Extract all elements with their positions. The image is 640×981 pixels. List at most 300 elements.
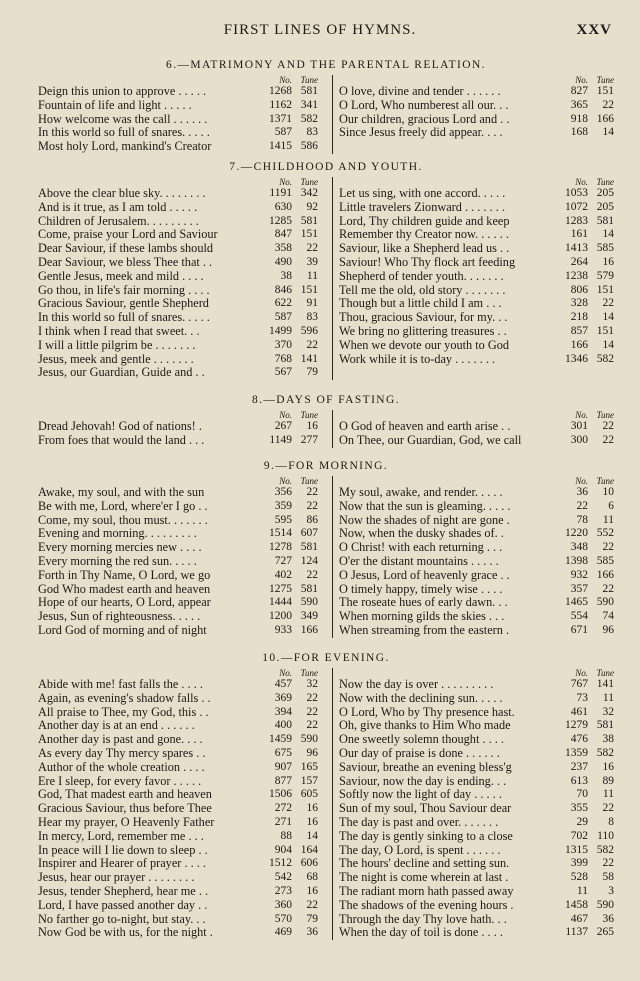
hymn-number: 355	[570, 802, 588, 815]
tune-number: 92	[306, 200, 318, 213]
right-column	[332, 410, 614, 448]
hymn-entry	[38, 624, 318, 638]
hymn-number: 359	[274, 499, 292, 512]
hymn-number: 22	[576, 499, 588, 512]
column-header	[339, 177, 614, 187]
hymn-first-line: Oh, give thanks to Him Who made	[339, 719, 511, 733]
column-header	[38, 476, 318, 486]
hymn-first-line: Through the day Thy love hath. . .	[339, 912, 507, 926]
tune-number: 38	[602, 733, 614, 746]
tune-number: 581	[300, 582, 318, 595]
hymn-entry	[339, 692, 614, 706]
hymn-entry	[339, 113, 614, 127]
hymn-number: 1268	[269, 85, 292, 97]
hymn-entry	[38, 678, 318, 692]
hymn-entry	[339, 596, 614, 610]
hymn-first-line: The day, O Lord, is spent . . . . . .	[339, 843, 501, 857]
hymn-number: 237	[570, 760, 588, 773]
hymn-first-line: O God of heaven and earth arise . .	[339, 420, 511, 433]
hymn-number: 567	[274, 366, 292, 379]
tune-number: 14	[306, 829, 318, 842]
hymn-number: 846	[274, 283, 292, 296]
hymn-first-line: Above the clear blue sky. . . . . . . .	[38, 187, 206, 200]
hymn-first-line: Dear Saviour, we bless Thee that . .	[38, 255, 213, 269]
hymn-first-line: When streaming from the eastern .	[339, 623, 510, 637]
hymn-first-line: Now that the sun is gleaming. . . . .	[339, 499, 511, 513]
hymn-entry	[339, 228, 614, 242]
hymn-entry	[339, 610, 614, 624]
hymn-first-line: My soul, awake, and render. . . . .	[339, 486, 503, 499]
hymn-entry	[339, 761, 614, 775]
left-column	[38, 476, 318, 638]
tune-number: 22	[306, 499, 318, 512]
hymn-first-line: Work while it is to-day . . . . . . .	[339, 352, 496, 366]
hymn-entry	[38, 555, 318, 569]
hymn-number: 1506	[269, 788, 292, 801]
tune-number: 164	[300, 843, 318, 856]
hymn-number: 469	[274, 926, 292, 939]
tune-number: 6	[608, 499, 614, 512]
hymn-first-line: Now, when the dusky shades of. .	[339, 527, 504, 541]
hymn-first-line: One sweetly solemn thought . . . .	[339, 733, 504, 747]
hymn-number: 365	[570, 98, 588, 111]
hymn-first-line: Again, as evening's shadow falls . .	[38, 691, 211, 705]
hymn-entry	[339, 541, 614, 555]
tune-number: 166	[300, 623, 318, 636]
hymn-entry	[38, 706, 318, 720]
section-title: 9.—FOR MORNING.	[263, 460, 389, 472]
hymn-entry	[339, 802, 614, 816]
hymn-number: 88	[280, 829, 292, 842]
tune-number: 166	[596, 568, 614, 581]
hymn-first-line: Jesus, Sun of righteousness. . . . .	[38, 610, 201, 624]
hymn-first-line: Come, praise your Lord and Saviour	[38, 228, 218, 242]
hymn-first-line: Hear my prayer, O Heavenly Father	[38, 815, 215, 829]
hymn-number: 847	[274, 228, 292, 241]
tune-number: 581	[300, 541, 318, 554]
hymn-number: 161	[570, 228, 588, 241]
tune-number: 581	[596, 214, 614, 227]
hymn-first-line: Our day of praise is done . . . . . .	[339, 746, 500, 760]
hymn-entry	[339, 270, 614, 284]
tune-number: 36	[602, 912, 614, 925]
hymn-entry	[38, 596, 318, 610]
tune-number: 22	[306, 338, 318, 351]
no-label: No.	[575, 410, 588, 420]
hymn-number: 218	[570, 311, 588, 324]
hymn-entry	[339, 126, 614, 140]
section-9	[38, 456, 614, 638]
hymn-first-line: Go thou, in life's fair morning . . . .	[38, 283, 210, 297]
hymn-entry	[38, 857, 318, 871]
hymn-number: 78	[576, 513, 588, 526]
hymn-entry	[339, 187, 614, 201]
hymn-first-line: Author of the whole creation . . . .	[38, 760, 205, 774]
tune-number: 22	[306, 719, 318, 732]
tune-number: 590	[300, 733, 318, 746]
tune-number: 110	[597, 829, 614, 842]
tune-label: Tune	[596, 476, 614, 486]
hymn-entry	[38, 242, 318, 256]
hymn-first-line: When morning gilds the skies . . .	[339, 610, 505, 624]
hymn-entry	[339, 719, 614, 733]
tune-number: 166	[596, 112, 614, 125]
right-column	[332, 75, 614, 154]
tune-number: 582	[300, 112, 318, 125]
hymn-entry	[339, 733, 614, 747]
hymn-number: 1285	[269, 214, 292, 227]
tune-number: 581	[596, 719, 614, 732]
hymn-first-line: Now the shades of night are gone .	[339, 513, 510, 527]
hymn-entry	[38, 899, 318, 913]
hymn-first-line: Inspirer and Hearer of prayer . . . .	[38, 857, 206, 871]
tune-label: Tune	[300, 476, 318, 486]
hymn-entry	[38, 366, 318, 380]
hymn-number: 168	[570, 126, 588, 139]
hymn-first-line: Jesus, hear our prayer . . . . . . . .	[38, 871, 195, 885]
hymn-entry	[38, 913, 318, 927]
tune-number: 16	[602, 255, 614, 268]
hymn-entry	[38, 187, 318, 201]
hymn-number: 348	[570, 541, 588, 554]
hymn-number: 70	[576, 788, 588, 801]
hymn-number: 1458	[565, 898, 588, 911]
hymn-number: 918	[570, 112, 588, 125]
column-header	[339, 75, 614, 85]
hymn-first-line: Lord God of morning and of night	[38, 623, 207, 637]
tune-number: 16	[306, 884, 318, 897]
column-header	[38, 668, 318, 678]
hymn-number: 1072	[565, 200, 588, 213]
tune-number: 579	[596, 269, 614, 282]
hymn-number: 400	[274, 719, 292, 732]
hymn-number: 1459	[269, 733, 292, 746]
tune-number: 590	[596, 596, 614, 609]
tune-number: 91	[306, 297, 318, 310]
column-header	[339, 410, 614, 420]
hymn-entry	[339, 885, 614, 899]
hymn-number: 300	[570, 433, 588, 446]
hymn-entry	[339, 569, 614, 583]
tune-number: 79	[306, 366, 318, 379]
tune-number: 83	[306, 311, 318, 324]
hymn-entry	[38, 747, 318, 761]
left-column	[38, 410, 318, 448]
hymn-first-line: Softly now the light of day . . . . .	[339, 788, 502, 802]
hymn-number: 267	[274, 420, 292, 432]
hymn-first-line: The night is come wherein at last .	[339, 871, 509, 885]
tune-number: 83	[306, 126, 318, 139]
hymn-entry	[339, 583, 614, 597]
hymn-first-line: Shepherd of tender youth. . . . . . .	[339, 269, 504, 283]
hymn-first-line: Gracious Saviour, thus before Thee	[38, 802, 212, 816]
hymn-first-line: No farther go to-night, but stay. . .	[38, 912, 206, 926]
tune-number: 22	[306, 898, 318, 911]
hymn-entry	[339, 775, 614, 789]
tune-number: 151	[596, 324, 614, 337]
hymn-entry	[38, 85, 318, 99]
hymn-entry	[339, 325, 614, 339]
hymn-number: 370	[274, 338, 292, 351]
hymn-number: 857	[570, 324, 588, 337]
tune-number: 552	[596, 527, 614, 540]
hymn-entry	[339, 297, 614, 311]
hymn-entry	[339, 830, 614, 844]
hymn-entry	[38, 311, 318, 325]
tune-number: 74	[602, 610, 614, 623]
hymn-entry	[339, 624, 614, 638]
tune-number: 151	[596, 85, 614, 97]
tune-number: 585	[596, 242, 614, 255]
hymn-number: 1444	[269, 596, 292, 609]
tune-number: 22	[602, 433, 614, 446]
hymn-entry	[38, 775, 318, 789]
hymn-entry	[339, 871, 614, 885]
hymn-first-line: Ere I sleep, for every favor . . . . .	[38, 774, 202, 788]
hymn-first-line: Let us sing, with one accord. . . . .	[339, 187, 506, 200]
hymn-entry	[339, 788, 614, 802]
tune-number: 582	[596, 746, 614, 759]
hymn-entry	[339, 85, 614, 99]
right-column	[332, 668, 614, 940]
hymn-number: 595	[274, 513, 292, 526]
hymn-first-line: The roseate hues of early dawn. . .	[339, 596, 508, 610]
hymn-number: 1162	[269, 98, 292, 111]
hymn-entry	[339, 215, 614, 229]
section-title: 10.—FOR EVENING.	[262, 652, 390, 664]
hymn-first-line: I will a little pilgrim be . . . . . . .	[38, 338, 196, 352]
section-7	[38, 157, 614, 380]
hymn-number: 554	[570, 610, 588, 623]
tune-number: 14	[602, 311, 614, 324]
hymn-entry	[339, 99, 614, 113]
tune-label: Tune	[300, 668, 318, 678]
tune-number: 3	[608, 884, 614, 897]
hymn-entry	[339, 353, 614, 367]
hymn-entry	[38, 140, 318, 154]
hymn-entry	[38, 434, 318, 448]
hymn-entry	[38, 761, 318, 775]
tune-number: 22	[306, 691, 318, 704]
section-title: 8.—DAYS OF FASTING.	[251, 394, 400, 406]
hymn-first-line: Deign this union to approve . . . . .	[38, 85, 207, 98]
tune-number: 11	[306, 269, 318, 282]
hymn-number: 932	[570, 568, 588, 581]
hymn-number: 904	[274, 843, 292, 856]
hymn-entry	[38, 514, 318, 528]
tune-number: 89	[602, 774, 614, 787]
section-columns	[38, 668, 614, 940]
hymn-entry	[339, 857, 614, 871]
no-label: No.	[575, 476, 588, 486]
hymn-number: 806	[570, 283, 588, 296]
tune-number: 16	[306, 802, 318, 815]
tune-number: 14	[602, 126, 614, 139]
hymn-entry	[339, 256, 614, 270]
hymn-first-line: Now the day is over . . . . . . . . .	[339, 678, 494, 691]
hymn-number: 528	[570, 871, 588, 884]
tune-number: 10	[602, 486, 614, 498]
tune-number: 11	[602, 788, 614, 801]
tune-number: 16	[306, 420, 318, 432]
tune-number: 582	[596, 352, 614, 365]
tune-number: 349	[300, 610, 318, 623]
tune-number: 596	[300, 324, 318, 337]
hymn-first-line: In peace will I lie down to sleep . .	[38, 843, 208, 857]
hymn-number: 357	[570, 582, 588, 595]
hymn-number: 1191	[269, 187, 292, 199]
hymn-first-line: On Thee, our Guardian, God, we call	[339, 433, 522, 447]
hymn-number: 301	[570, 420, 588, 432]
hymn-entry	[339, 913, 614, 927]
hymn-number: 73	[576, 691, 588, 704]
hymn-entry	[339, 500, 614, 514]
hymn-first-line: Little travelers Zionward . . . . . . .	[339, 200, 505, 214]
hymn-first-line: O Christ! with each returning . . .	[339, 541, 503, 555]
tune-number: 585	[596, 554, 614, 567]
tune-number: 265	[596, 926, 614, 939]
hymn-first-line: Remember thy Creator now. . . . . .	[339, 228, 509, 242]
hymn-first-line: Now God be with us, for the night .	[38, 926, 213, 940]
tune-number: 22	[306, 568, 318, 581]
tune-number: 590	[596, 898, 614, 911]
hymn-first-line: Though but a little child I am . . .	[339, 297, 502, 311]
hymn-entry	[38, 325, 318, 339]
hymn-first-line: God Who madest earth and heaven	[38, 582, 211, 596]
hymn-entry	[38, 353, 318, 367]
hymn-entry	[38, 420, 318, 434]
tune-number: 605	[300, 788, 318, 801]
hymn-entry	[38, 339, 318, 353]
hymn-first-line: Fountain of life and light . . . . .	[38, 98, 192, 112]
hymn-number: 38	[280, 269, 292, 282]
hymn-entry	[38, 926, 318, 940]
hymn-number: 1053	[565, 187, 588, 199]
hymn-entry	[339, 816, 614, 830]
hymn-first-line: The day is past and over. . . . . . .	[339, 815, 499, 829]
hymn-first-line: Children of Jerusalem. . . . . . . . .	[38, 214, 199, 228]
hymn-number: 273	[274, 884, 292, 897]
hymn-entry	[339, 747, 614, 761]
hymn-entry	[38, 201, 318, 215]
hymn-entry	[38, 228, 318, 242]
hymn-number: 1398	[565, 554, 588, 567]
tune-number: 8	[608, 815, 614, 828]
tune-label: Tune	[300, 410, 318, 420]
hymn-first-line: Abide with me! fast falls the . . . .	[38, 678, 203, 691]
tune-label: Tune	[596, 668, 614, 678]
hymn-number: 1149	[269, 433, 292, 446]
hymn-entry	[38, 610, 318, 624]
hymn-number: 1346	[565, 352, 588, 365]
tune-number: 22	[602, 420, 614, 432]
hymn-first-line: Lord, Thy children guide and keep	[339, 214, 510, 228]
column-header	[38, 75, 318, 85]
tune-number: 205	[596, 187, 614, 199]
tune-number: 96	[602, 623, 614, 636]
hymn-number: 1512	[269, 857, 292, 870]
hymn-first-line: Every morning mercies new . . . .	[38, 541, 202, 555]
hymn-number: 457	[274, 678, 292, 690]
hymn-first-line: Come, my soul, thou must. . . . . . .	[38, 513, 208, 527]
section-columns	[38, 476, 614, 638]
hymn-first-line: All praise to Thee, my God, this . .	[38, 705, 209, 719]
hymn-entry	[38, 284, 318, 298]
tune-number: 141	[596, 678, 614, 690]
hymn-entry	[339, 201, 614, 215]
no-label: No.	[279, 668, 292, 678]
tune-number: 22	[602, 297, 614, 310]
hymn-first-line: Sun of my soul, Thou Saviour dear	[339, 802, 512, 816]
hymn-first-line: Every morning the red sun. . . . .	[38, 554, 197, 568]
hymn-entry	[38, 802, 318, 816]
hymn-first-line: Saviour, now the day is ending. . .	[339, 774, 507, 788]
hymn-first-line: O Lord, Who numberest all our. . .	[339, 98, 509, 112]
hymn-first-line: Lord, I have passed another day . .	[38, 898, 208, 912]
hymn-first-line: Saviour, like a Shepherd lead us . .	[339, 242, 510, 256]
hymn-number: 933	[274, 623, 292, 636]
hymn-first-line: Gentle Jesus, meek and mild . . . .	[38, 269, 204, 283]
hymn-entry	[38, 486, 318, 500]
hymn-first-line: Saviour, breathe an evening bless'g	[339, 760, 512, 774]
tune-number: 151	[596, 283, 614, 296]
section-columns	[38, 410, 614, 448]
no-label: No.	[279, 75, 292, 85]
hymn-first-line: Another day is past and gone. . . .	[38, 733, 203, 747]
hymn-entry	[339, 555, 614, 569]
hymn-entry	[339, 420, 614, 434]
hymn-entry	[339, 486, 614, 500]
hymn-entry	[38, 885, 318, 899]
no-label: No.	[279, 476, 292, 486]
hymn-number: 369	[274, 691, 292, 704]
tune-number: 151	[300, 283, 318, 296]
hymn-number: 767	[570, 678, 588, 690]
tune-number: 22	[602, 582, 614, 595]
hymn-number: 1514	[269, 527, 292, 540]
hymn-entry	[38, 569, 318, 583]
hymn-first-line: Dear Saviour, if these lambs should	[38, 242, 214, 256]
section-10	[38, 648, 614, 940]
hymn-first-line: In mercy, Lord, remember me . . .	[38, 829, 204, 843]
hymn-entry	[38, 692, 318, 706]
hymn-entry	[339, 527, 614, 541]
hymn-entry	[38, 99, 318, 113]
hymn-number: 1359	[565, 746, 588, 759]
hymn-first-line: We bring no glittering treasures . .	[339, 324, 507, 338]
hymn-first-line: The day is gently sinking to a close	[339, 829, 513, 843]
tune-number: 582	[596, 843, 614, 856]
tune-number: 141	[300, 352, 318, 365]
page-title: FIRST LINES OF HYMNS.	[223, 22, 417, 38]
hymn-entry	[339, 678, 614, 692]
hymn-number: 1275	[269, 582, 292, 595]
hymn-number: 587	[274, 126, 292, 139]
tune-number: 607	[300, 527, 318, 540]
tune-number: 586	[300, 140, 318, 153]
tune-label: Tune	[596, 410, 614, 420]
section-columns	[38, 177, 614, 380]
hymn-number: 671	[570, 623, 588, 636]
hymn-number: 542	[274, 871, 292, 884]
tune-label: Tune	[300, 177, 318, 187]
hymn-first-line: Hope of our hearts, O Lord, appear	[38, 596, 211, 610]
section-title: 7.—CHILDHOOD AND YOUTH.	[229, 161, 423, 173]
tune-number: 22	[306, 242, 318, 255]
right-column	[332, 476, 614, 638]
hymn-number: 271	[274, 815, 292, 828]
hymn-number: 622	[274, 297, 292, 310]
